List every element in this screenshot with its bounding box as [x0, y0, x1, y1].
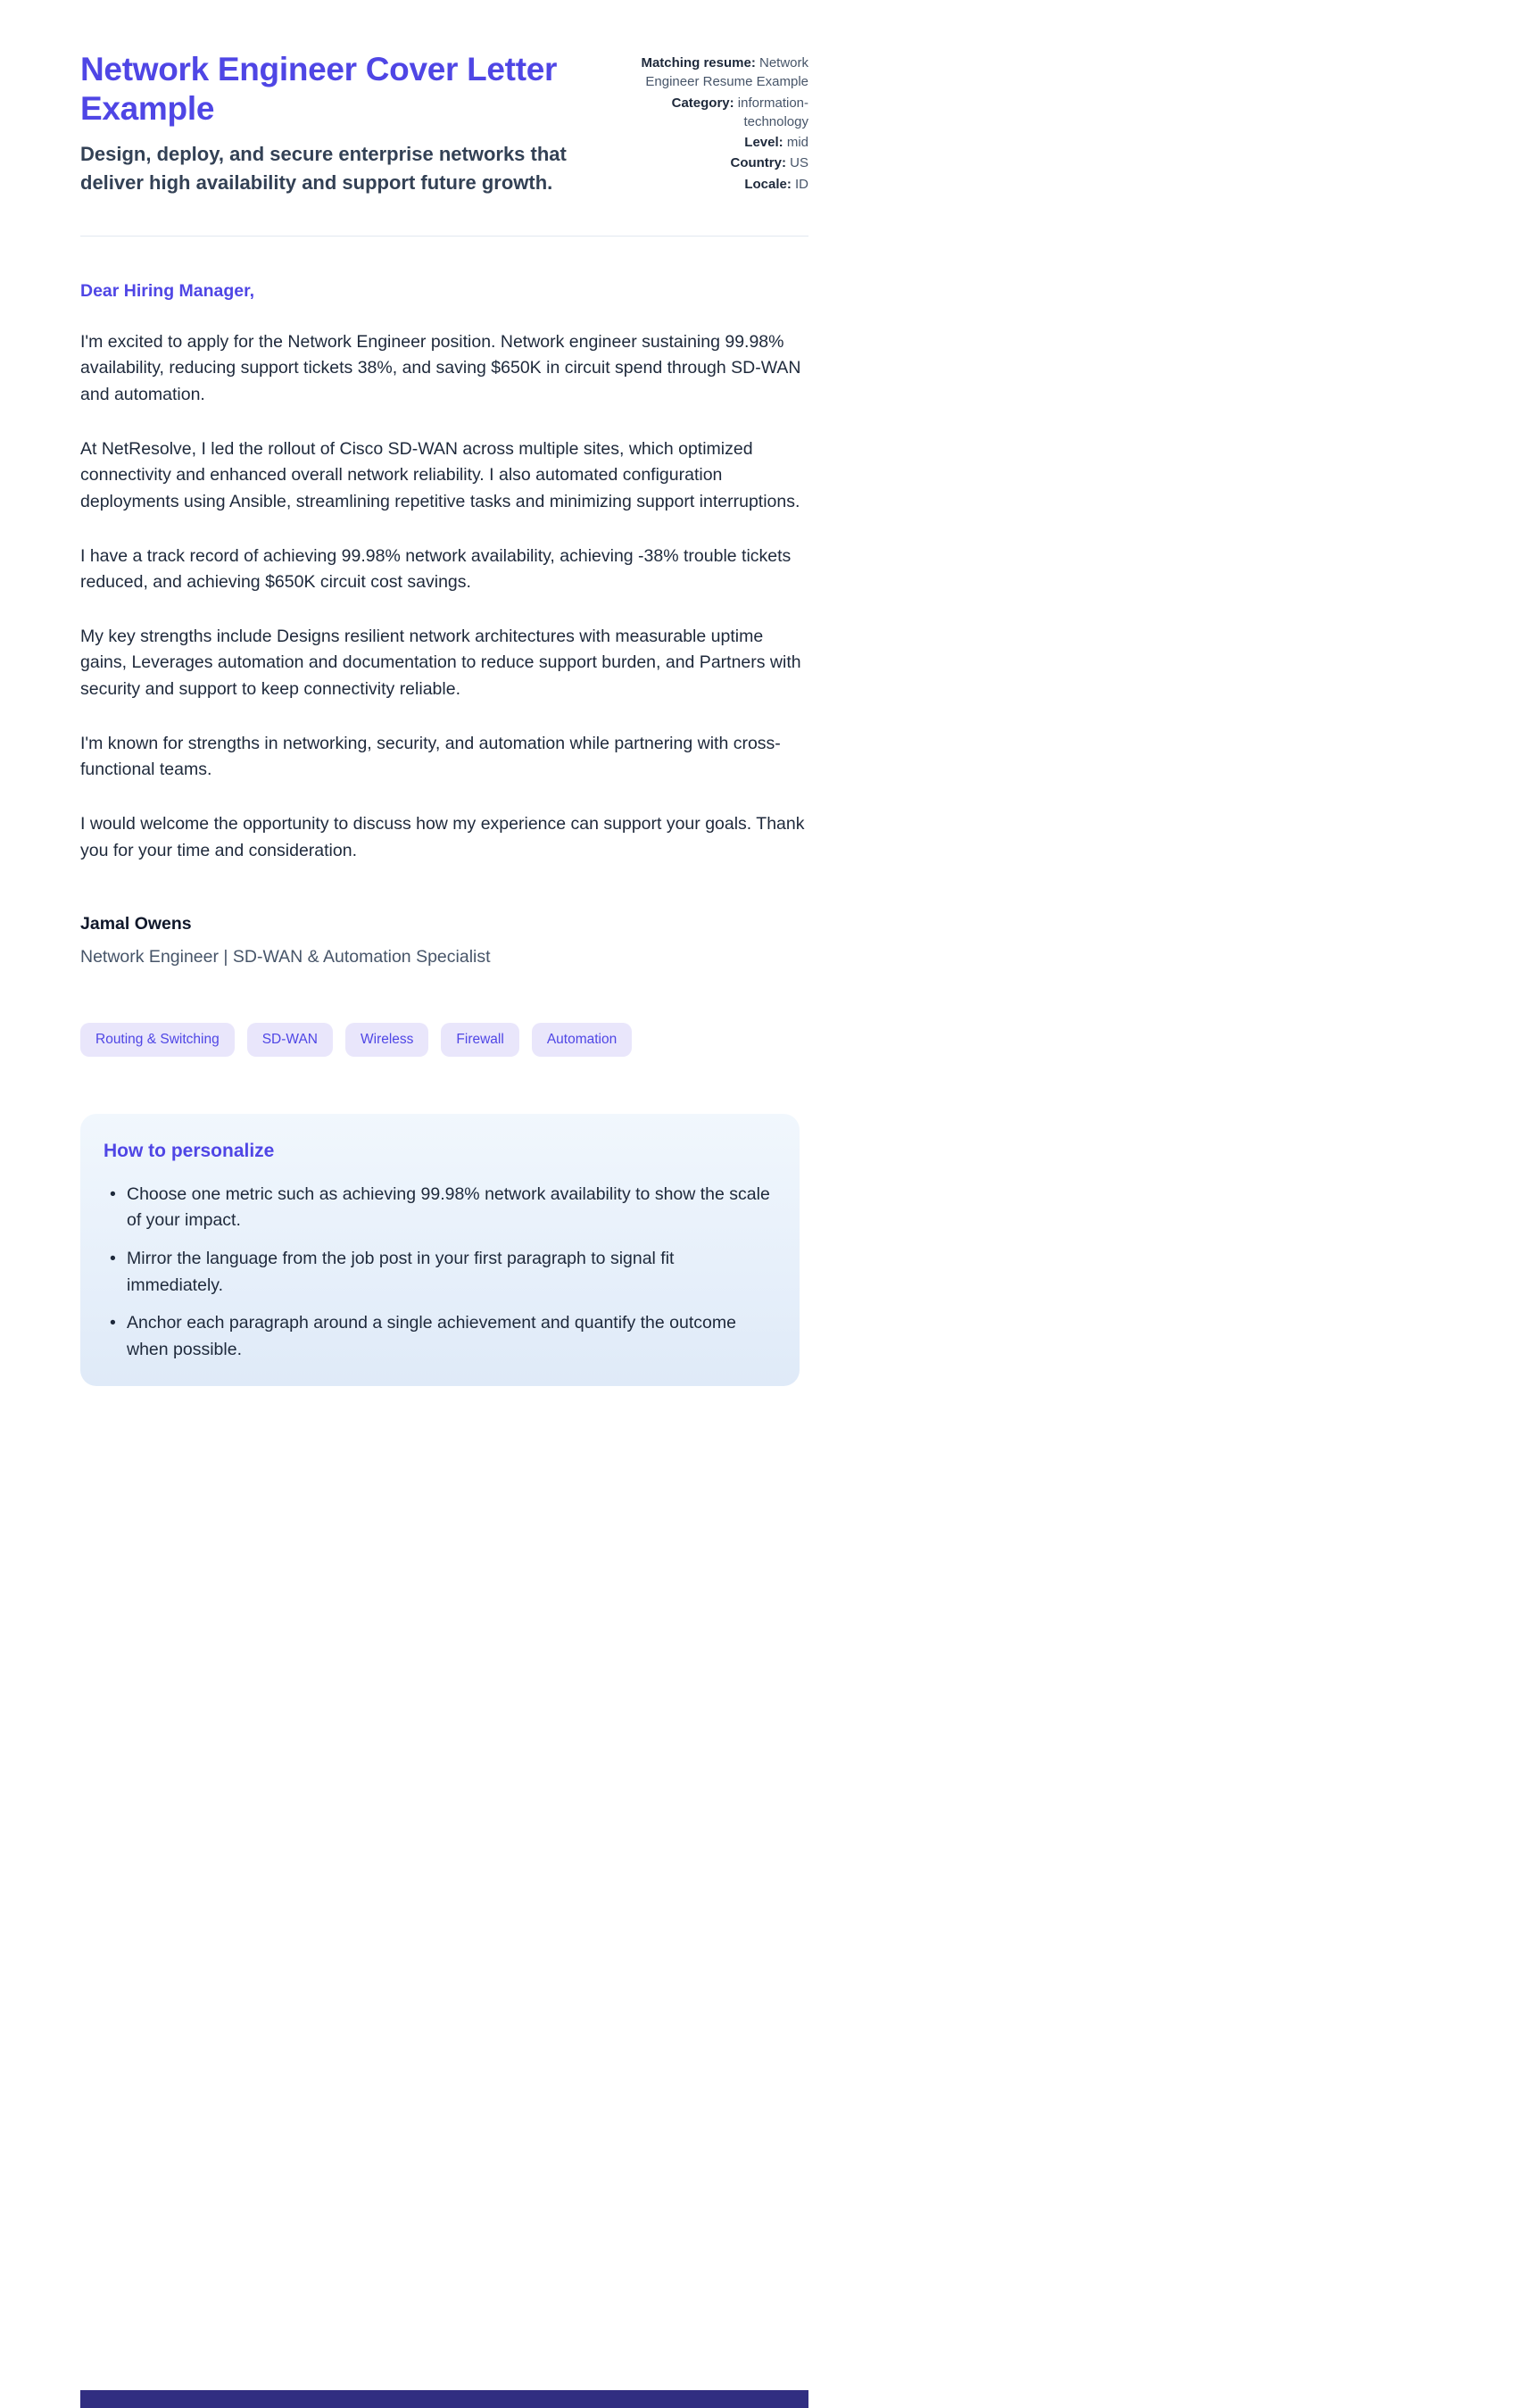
letter-paragraph: At NetResolve, I led the rollout of Cisco SD-WAN across multiple sites, which optimized connectivity and enhanced overall network reliability. I also automated configuration deployments using Ansible, streamlining repetitive tasks and minimizing support interruptions.	[80, 438, 800, 511]
content-column	[80, 0, 808, 1386]
meta-row-locale	[619, 175, 808, 194]
meta-row-level	[619, 133, 808, 152]
skill-tag: Automation	[532, 1023, 632, 1057]
meta-label-country: Country:	[730, 155, 786, 171]
meta-value-matching-resume: Network Engineer Resume Example	[645, 55, 808, 90]
meta-value-category: information-technology	[737, 95, 808, 129]
letter-paragraph: I'm known for strengths in networking, security, and automation while partnering with cross-functional teams.	[80, 733, 781, 780]
meta-label-category: Category:	[671, 95, 734, 111]
personalize-tip: • Choose one metric such as achieving 99.98% network availability to show the scale of your impact.	[104, 1182, 773, 1234]
personalize-tip: • Anchor each paragraph around a single achievement and quantify the outcome when possible.	[104, 1310, 773, 1363]
meta-value-locale: ID	[795, 176, 808, 192]
page-header	[80, 50, 808, 196]
resume-meta-panel	[619, 50, 808, 196]
skill-tag: Firewall	[441, 1023, 518, 1057]
meta-label-level: Level:	[744, 135, 783, 151]
meta-value-country: US	[790, 155, 808, 171]
personalize-tip: • Mirror the language from the job post in your first paragraph to signal fit immediately.	[104, 1246, 773, 1299]
letter-paragraph: My key strengths include Designs resilient network architectures with measurable uptime gains, Leverages automation and documentation to reduce support burden, and Partners with security and support to keep connectivity reliable.	[80, 626, 801, 700]
skill-tag: SD-WAN	[247, 1023, 333, 1057]
meta-label-matching-resume: Matching resume:	[641, 55, 756, 71]
personalize-callout	[80, 1114, 800, 1387]
meta-label-locale: Locale:	[744, 176, 792, 192]
meta-row-matching-resume	[619, 54, 808, 92]
personalize-tips-list	[104, 1182, 773, 1364]
letter-paragraph: I have a track record of achieving 99.98% network availability, achieving -38% trouble tickets reduced, and achieving $650K circuit cost savings.	[80, 545, 792, 593]
letter-paragraph: I'm excited to apply for the Network Engineer position. Network engineer sustaining 99.98% availability, reducing support tickets 38%, and saving $650K in circuit spend through SD-WAN and automation.	[80, 331, 801, 405]
skill-tag: Wireless	[345, 1023, 428, 1057]
meta-row-country	[619, 154, 808, 172]
meta-value-level: mid	[786, 135, 808, 151]
header-title-block	[80, 50, 587, 196]
meta-row-category	[619, 94, 808, 132]
personalize-heading: How to personalize	[104, 1140, 275, 1161]
page-subtitle: Design, deploy, and secure enterprise networks that deliver high availability and support future growth.	[80, 143, 567, 194]
signature-name: Jamal Owens	[80, 914, 192, 934]
cover-letter-body	[80, 281, 808, 1387]
signature-title: Network Engineer | SD-WAN & Automation Specialist	[80, 947, 491, 967]
salutation: Dear Hiring Manager,	[80, 280, 255, 301]
skill-tag: Routing & Switching	[80, 1023, 235, 1057]
letter-paragraph: I would welcome the opportunity to discuss how my experience can support your goals. Thank you for your time and consideration.	[80, 813, 805, 860]
header-divider	[80, 236, 808, 237]
page-title: Network Engineer Cover Letter Example	[80, 51, 558, 127]
skill-tags	[80, 1023, 808, 1057]
footer-accent-bar	[80, 2390, 808, 2408]
